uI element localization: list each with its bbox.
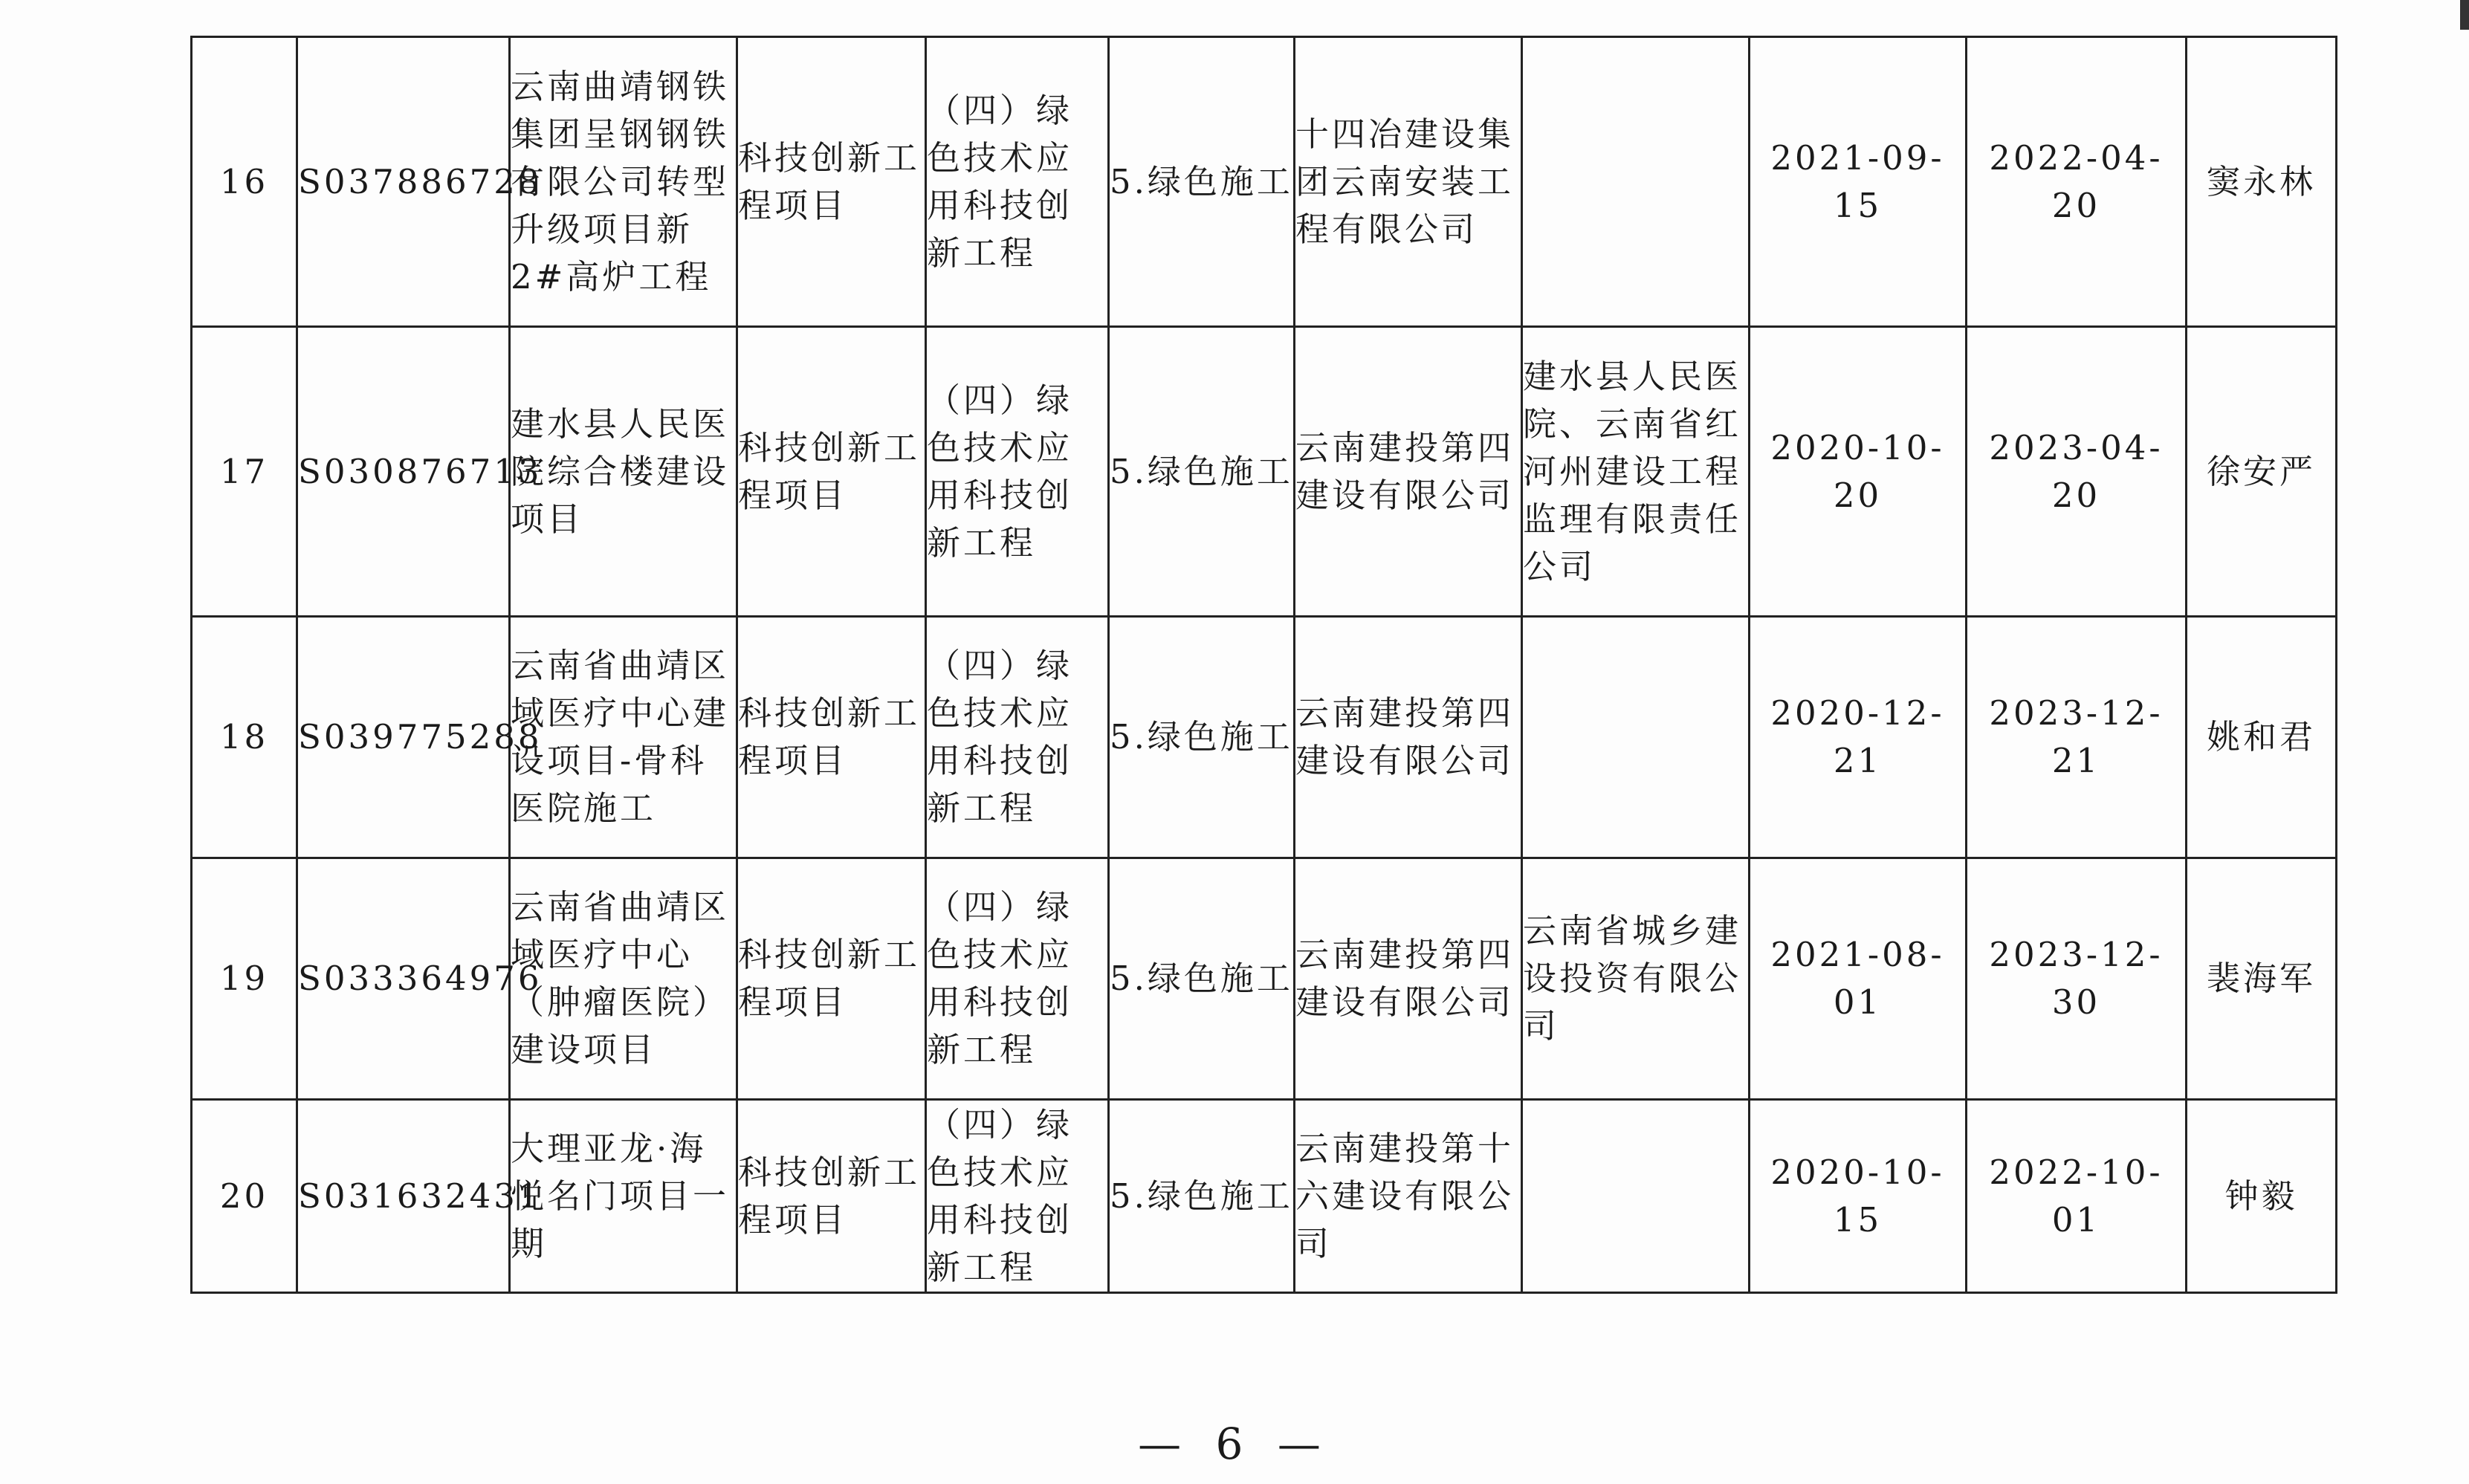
person-in-charge: 窦永林 (2187, 37, 2337, 327)
row-number: 16 (192, 37, 297, 327)
project-type: 科技创新工程项目 (737, 1100, 926, 1293)
project-category: （四）绿色技术应用科技创新工程 (926, 327, 1109, 617)
project-category: （四）绿色技术应用科技创新工程 (926, 858, 1109, 1100)
project-type: 科技创新工程项目 (737, 617, 926, 858)
row-number: 17 (192, 327, 297, 617)
project-subcategory: 5.绿色施工 (1109, 617, 1295, 858)
project-name: 云南曲靖钢铁集团呈钢钢铁有限公司转型升级项目新 2#高炉工程 (510, 37, 737, 327)
project-category: （四）绿色技术应用科技创新工程 (926, 37, 1109, 327)
row-number: 20 (192, 1100, 297, 1293)
project-subcategory: 5.绿色施工 (1109, 1100, 1295, 1293)
project-code: S039775288 (297, 617, 510, 858)
person-in-charge: 钟毅 (2187, 1100, 2337, 1293)
project-subcategory: 5.绿色施工 (1109, 858, 1295, 1100)
project-name: 大理亚龙·海悦名门项目一期 (510, 1100, 737, 1293)
table-row (192, 1100, 2337, 1293)
table-row (192, 37, 2337, 327)
row-number: 19 (192, 858, 297, 1100)
project-name: 建水县人民医院综合楼建设项目 (510, 327, 737, 617)
project-name: 云南省曲靖区域医疗中心（肿瘤医院）建设项目 (510, 858, 737, 1100)
scan-edge-mark (2460, 0, 2469, 30)
project-code: S031632431 (297, 1100, 510, 1293)
row-number: 18 (192, 617, 297, 858)
project-type: 科技创新工程项目 (737, 37, 926, 327)
start-date: 2021-08-01 (1750, 858, 1967, 1100)
participating-units: 建水县人民医院、云南省红河州建设工程监理有限责任公司 (1522, 327, 1750, 617)
project-subcategory: 5.绿色施工 (1109, 37, 1295, 327)
project-category: （四）绿色技术应用科技创新工程 (926, 617, 1109, 858)
person-in-charge: 徐安严 (2187, 327, 2337, 617)
project-type: 科技创新工程项目 (737, 327, 926, 617)
person-in-charge: 裴海军 (2187, 858, 2337, 1100)
construction-company: 云南建投第四建设有限公司 (1295, 858, 1522, 1100)
participating-units (1522, 617, 1750, 858)
project-table (190, 36, 2337, 1294)
table-row (192, 327, 2337, 617)
participating-units: 云南省城乡建设投资有限公司 (1522, 858, 1750, 1100)
end-date: 2022-10-01 (1967, 1100, 2187, 1293)
participating-units (1522, 1100, 1750, 1293)
start-date: 2020-12-21 (1750, 617, 1967, 858)
construction-company: 云南建投第四建设有限公司 (1295, 617, 1522, 858)
end-date: 2023-12-21 (1967, 617, 2187, 858)
project-type: 科技创新工程项目 (737, 858, 926, 1100)
page-number: — 6 — (1138, 1419, 1331, 1469)
project-category: （四）绿色技术应用科技创新工程 (926, 1100, 1109, 1293)
end-date: 2023-04-20 (1967, 327, 2187, 617)
start-date: 2020-10-20 (1750, 327, 1967, 617)
end-date: 2022-04-20 (1967, 37, 2187, 327)
table-row (192, 617, 2337, 858)
project-code: S030876713 (297, 327, 510, 617)
end-date: 2023-12-30 (1967, 858, 2187, 1100)
project-name: 云南省曲靖区域医疗中心建设项目-骨科医院施工 (510, 617, 737, 858)
table-row (192, 858, 2337, 1100)
project-code: S037886728 (297, 37, 510, 327)
start-date: 2021-09-15 (1750, 37, 1967, 327)
start-date: 2020-10-15 (1750, 1100, 1967, 1293)
project-code: S033364976 (297, 858, 510, 1100)
construction-company: 云南建投第四建设有限公司 (1295, 327, 1522, 617)
project-subcategory: 5.绿色施工 (1109, 327, 1295, 617)
construction-company: 十四冶建设集团云南安装工程有限公司 (1295, 37, 1522, 327)
participating-units (1522, 37, 1750, 327)
person-in-charge: 姚和君 (2187, 617, 2337, 858)
construction-company: 云南建投第十六建设有限公司 (1295, 1100, 1522, 1293)
